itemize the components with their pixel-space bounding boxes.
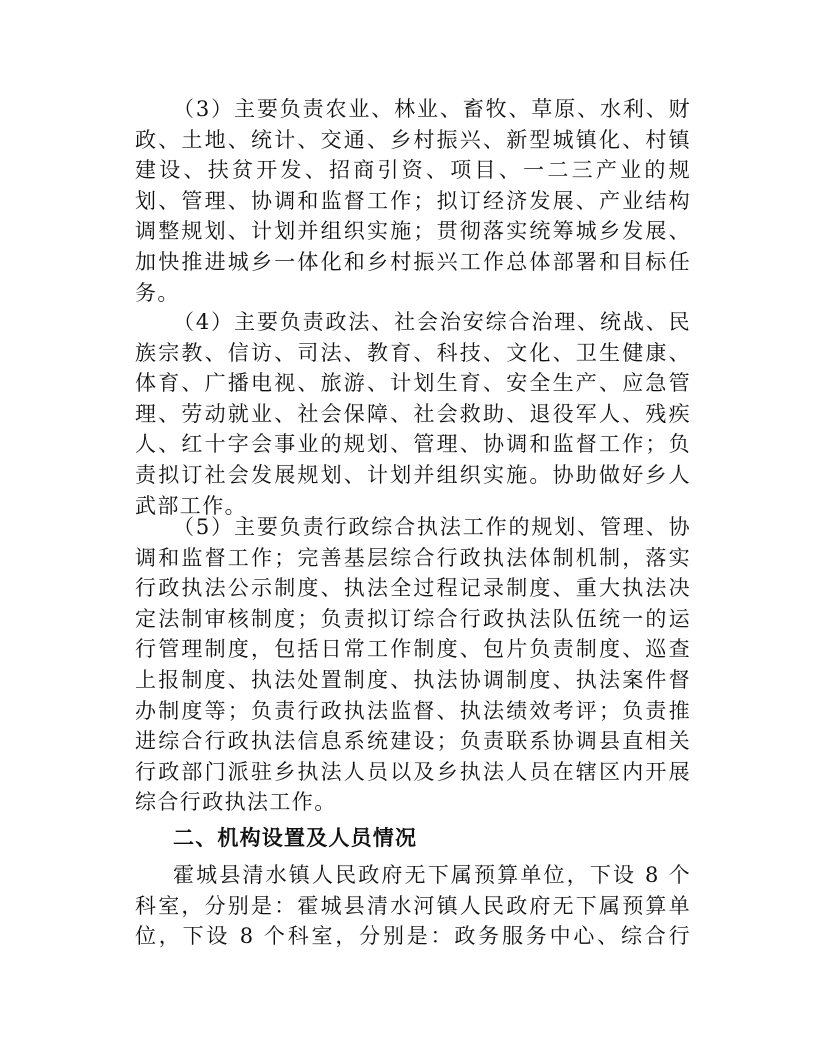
paragraph-line: 综合行政执法工作。 bbox=[135, 790, 337, 815]
paragraph-line: 政、土地、统计、交通、乡村振兴、新型城镇化、村镇 bbox=[135, 127, 691, 152]
paragraph-line: 行管理制度，包括日常工作制度、包片负责制度、巡查 bbox=[135, 637, 691, 662]
paragraph-line: 上报制度、执法处置制度、执法协调制度、执法案件督 bbox=[135, 667, 691, 692]
paragraph-duty-4 bbox=[135, 307, 691, 521]
paragraph-line: （3）主要负责农业、林业、畜牧、草原、水利、财 bbox=[173, 97, 691, 121]
paragraph-duty-5 bbox=[135, 512, 691, 818]
paragraph-duty-3 bbox=[135, 94, 691, 308]
paragraph-line: 体育、广播电视、旅游、计划生育、安全生产、应急管 bbox=[135, 371, 691, 396]
paragraph-line: 办制度等；负责行政执法监督、执法绩效考评；负责推 bbox=[135, 698, 691, 723]
paragraph-line: （4）主要负责政法、社会治安综合治理、统战、民 bbox=[173, 310, 691, 334]
paragraph-line: 行政执法公示制度、执法全过程记录制度、重大执法决 bbox=[135, 576, 691, 601]
paragraph-line: 调和监督工作；完善基层综合行政执法体制机制，落实 bbox=[135, 545, 691, 570]
paragraph-line: 务。 bbox=[135, 280, 180, 305]
paragraph-line: 人、红十字会事业的规划、管理、协调和监督工作；负 bbox=[135, 432, 691, 457]
section-heading: 二、机构设置及人员情况 bbox=[173, 826, 418, 850]
paragraph-line: （5）主要负责行政综合执法工作的规划、管理、协 bbox=[173, 515, 691, 539]
paragraph-line: 位，下设 8 个科室，分别是：政务服务中心、综合行 bbox=[135, 924, 691, 949]
paragraph-line: 行政部门派驻乡执法人员以及乡执法人员在辖区内开展 bbox=[135, 759, 691, 784]
paragraph-line: 定法制审核制度；负责拟订综合行政执法队伍统一的运 bbox=[135, 606, 691, 631]
paragraph-line: 加快推进城乡一体化和乡村振兴工作总体部署和目标任 bbox=[135, 249, 691, 274]
paragraph-line: 科室，分别是：霍城县清水河镇人民政府无下属预算单 bbox=[135, 893, 691, 918]
paragraph-line: 责拟订社会发展规划、计划并组织实施。协助做好乡人 bbox=[135, 462, 691, 487]
paragraph-line: 建设、扶贫开发、招商引资、项目、一二三产业的规 bbox=[135, 158, 691, 183]
paragraph-line: 划、管理、协调和监督工作；拟订经济发展、产业结构 bbox=[135, 188, 691, 213]
paragraph-line: 进综合行政执法信息系统建设；负责联系协调县直相关 bbox=[135, 729, 691, 754]
paragraph-line: 霍城县清水镇人民政府无下属预算单位，下设 8 个 bbox=[173, 863, 691, 887]
paragraph-line: 族宗教、信访、司法、教育、科技、文化、卫生健康、 bbox=[135, 340, 691, 365]
paragraph-line: 武部工作。 bbox=[135, 493, 247, 518]
paragraph-line: 调整规划、计划并组织实施；贯彻落实统筹城乡发展、 bbox=[135, 219, 691, 244]
paragraph-organization bbox=[135, 860, 691, 952]
paragraph-line: 理、劳动就业、社会保障、社会救助、退役军人、残疾 bbox=[135, 401, 691, 426]
